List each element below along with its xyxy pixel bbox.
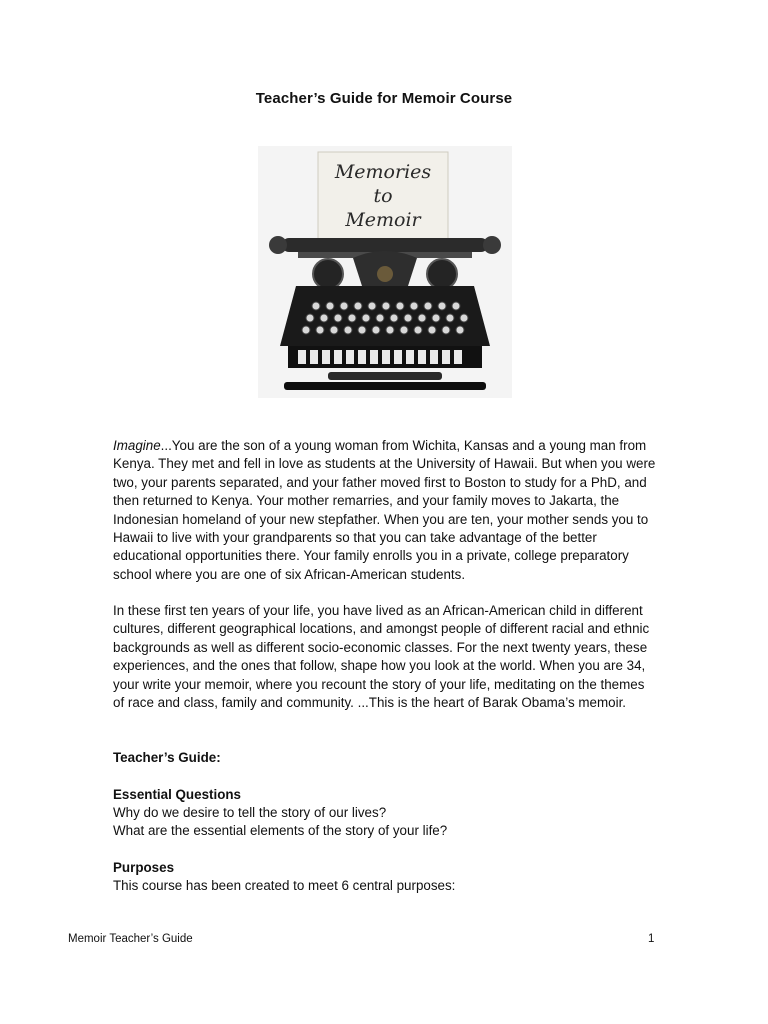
typewriter-base (284, 382, 486, 390)
left-knob (269, 236, 287, 254)
essential-question-1: Why do we desire to tell the story of our lives? (113, 805, 387, 820)
purposes-heading: Purposes (113, 860, 175, 875)
page-number: 1 (648, 933, 655, 945)
document-title: Teacher’s Guide for Memoir Course (255, 90, 513, 107)
teachers-guide-heading: Teacher’s Guide: (113, 750, 221, 765)
paper-text-line1: Memories (334, 161, 432, 183)
paper-text-line3: Memoir (345, 209, 421, 231)
right-knob (483, 236, 501, 254)
intro-paragraph (113, 437, 658, 584)
ribbon-spool-left (313, 259, 343, 289)
footer-title: Memoir Teacher’s Guide (68, 933, 193, 945)
typewriter-illustration-icon (258, 146, 512, 398)
typewriter-figure (258, 146, 512, 398)
intro-lead-word: Imagine (113, 438, 161, 453)
essential-questions-heading: Essential Questions (113, 787, 241, 802)
paper-text-line2: to (373, 185, 393, 207)
purposes-intro: This course has been created to meet 6 central purposes: (113, 878, 456, 893)
intro-paragraph-text: ...You are the son of a young woman from Wichita, Kansas and a young man from Kenya. They met and fell in love as students at the University of Hawaii. But when you were two, your parents separated, and your father moved first to Boston to study for a PhD, and then returned to Kenya. Your mother remarries, and your family moves to Jakarta, the Indonesian homeland of your new stepfather. When you are ten, your mother sends you to Hawaii to live with your grandparents so that you can take advantage of the better educational opportunities there. Your family enrolls you in a private, college preparatory school where you are one of six African-American students. (113, 438, 656, 582)
second-paragraph: In these first ten years of your life, you have lived as an African-American child in different cultures, different geographical locations, and amongst people of different racial and ethnic backgrounds as well as different socio-economic classes. For the next twenty years, these experiences, and the ones that follow, shape how you look at the world. When you are 34, your write your memoir, where you recount the story of your life, meditating on the themes of race and class, family and community. ...This is the heart of Barak Obama’s memoir. (113, 603, 650, 711)
ribbon-spool-right (427, 259, 457, 289)
essential-question-2: What are the essential elements of the story of your life? (113, 823, 448, 838)
space-bar (328, 372, 442, 380)
platen-roller (282, 238, 488, 252)
